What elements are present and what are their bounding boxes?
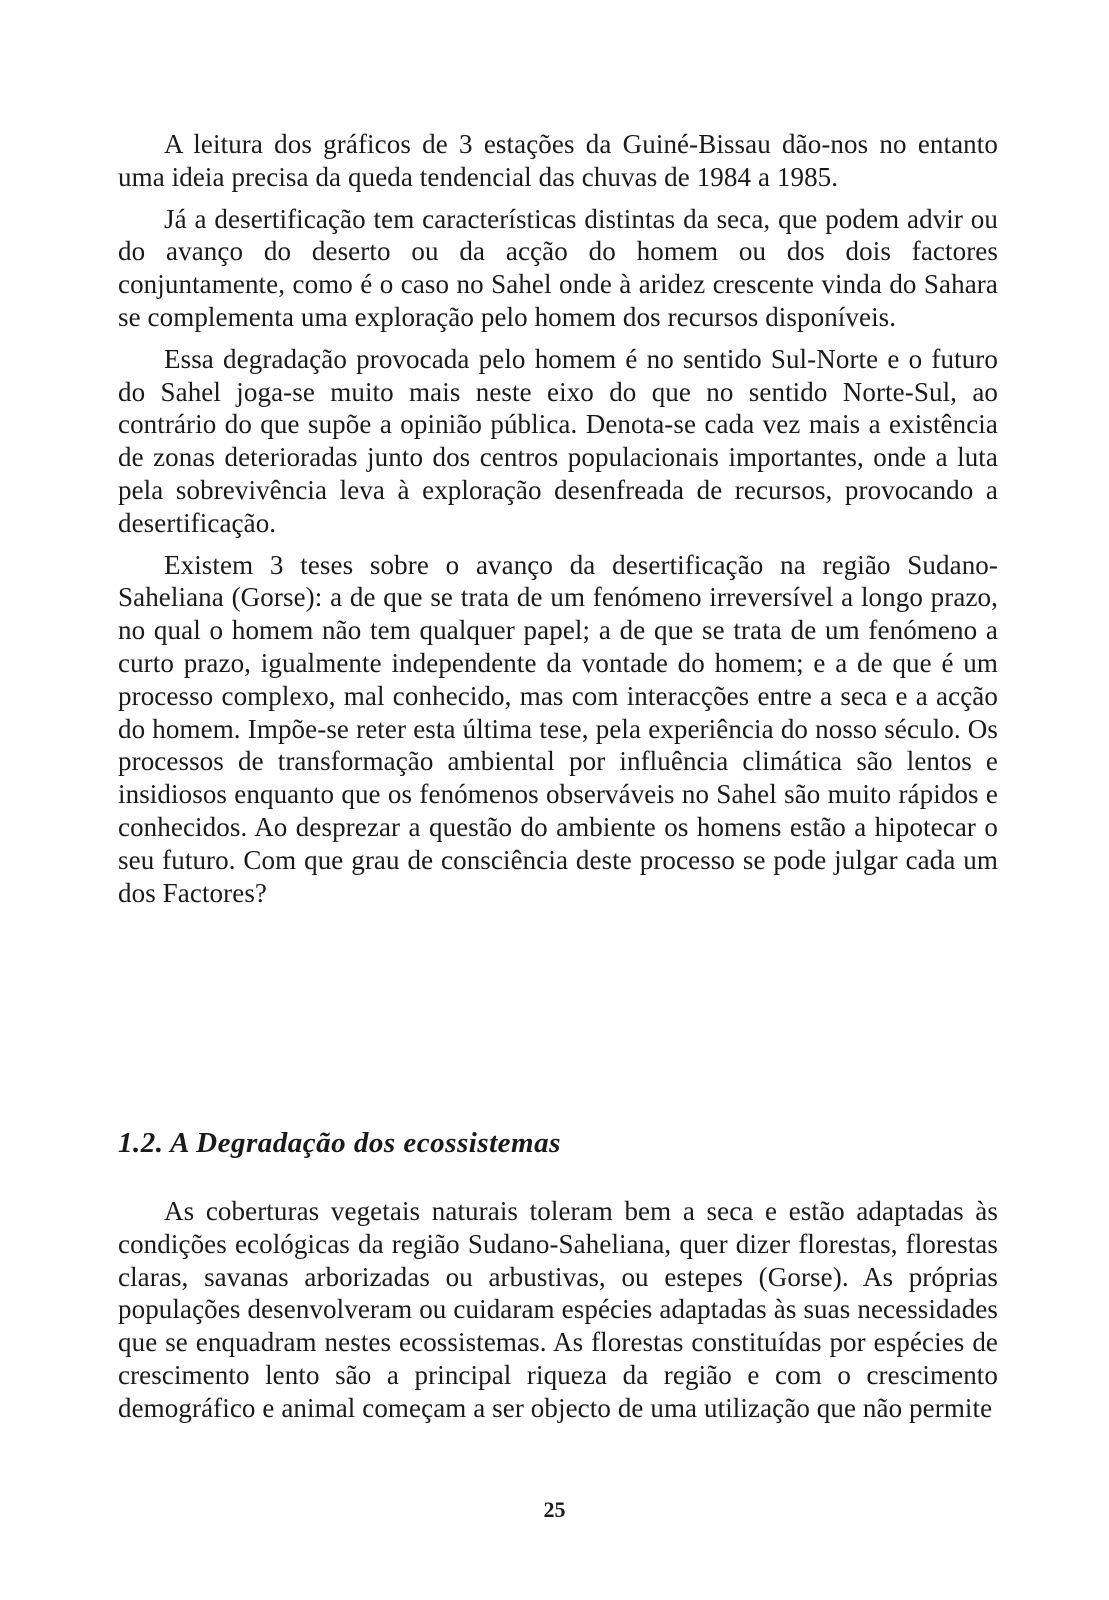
section-paragraph-1: As coberturas vegetais naturais toleram bem a seca e estão adaptadas às condições ecológicas da região Sudano-Saheliana, quer dizer florestas, florestas claras, savanas arborizadas ou arbustivas, ou estepes (Gorse). As próprias populações desenvolveram ou cuidaram espécies adaptadas às suas necessidades que se enquadram nestes ecossistemas. As florestas constituídas por espécies de crescimento lento são a principal riqueza da região e com o crescimento demográfico e animal começam a ser objecto de uma utilização que não permite — [118, 1196, 998, 1423]
paragraph-3: Essa degradação provocada pelo homem é no sentido Sul-Norte e o futuro do Sahel joga-se muito mais neste eixo do que no sentido Norte-Sul, ao contrário do que supõe a opinião pública. Denota-se cada vez mais a existência de zonas deterioradas junto dos centros populacionais importantes, onde a luta pela sobrevivência leva à exploração desenfreada de recursos, provocando a desertificação. — [118, 343, 998, 538]
section-heading: 1.2. A Degradação dos ecossistemas — [118, 1127, 561, 1159]
paragraph-2: Já a desertificação tem características distintas da seca, que podem advir ou do avanço do deserto ou da acção do homem ou dos dois factores conjuntamente, como é o caso no Sahel onde à aridez crescente vinda do Sahara se complementa uma exploração pelo homem dos recursos disponíveis. — [118, 203, 998, 332]
paragraph-4: Existem 3 teses sobre o avanço da desertificação na região Sudano-Saheliana (Gorse): a de que se trata de um fenómeno irreversível a longo prazo, no qual o homem não tem qualquer papel; a de que se trata de um fenómeno a curto prazo, igualmente independente da vontade do homem; e a de que é um processo complexo, mal conhecido, mas com interacções entre a seca e a acção do homem. Impõe-se reter esta última tese, pela experiência do nosso século. Os processos de transformação ambiental por influência climática são lentos e insidiosos enquanto que os fenómenos observáveis no Sahel são muito rápidos e conhecidos. Ao desprezar a questão do ambiente os homens estão a hipotecar o seu futuro. Com que grau de consciência deste processo se pode julgar cada um dos Factores? — [118, 549, 998, 908]
body-text — [118, 128, 998, 918]
section-body — [118, 1195, 998, 1434]
paragraph-1: A leitura dos gráficos de 3 estações da Guiné-Bissau dão-nos no entanto uma ideia precisa da queda tendencial das chuvas de 1984 a 1985. — [118, 129, 998, 192]
page-number: 25 — [543, 1497, 566, 1522]
